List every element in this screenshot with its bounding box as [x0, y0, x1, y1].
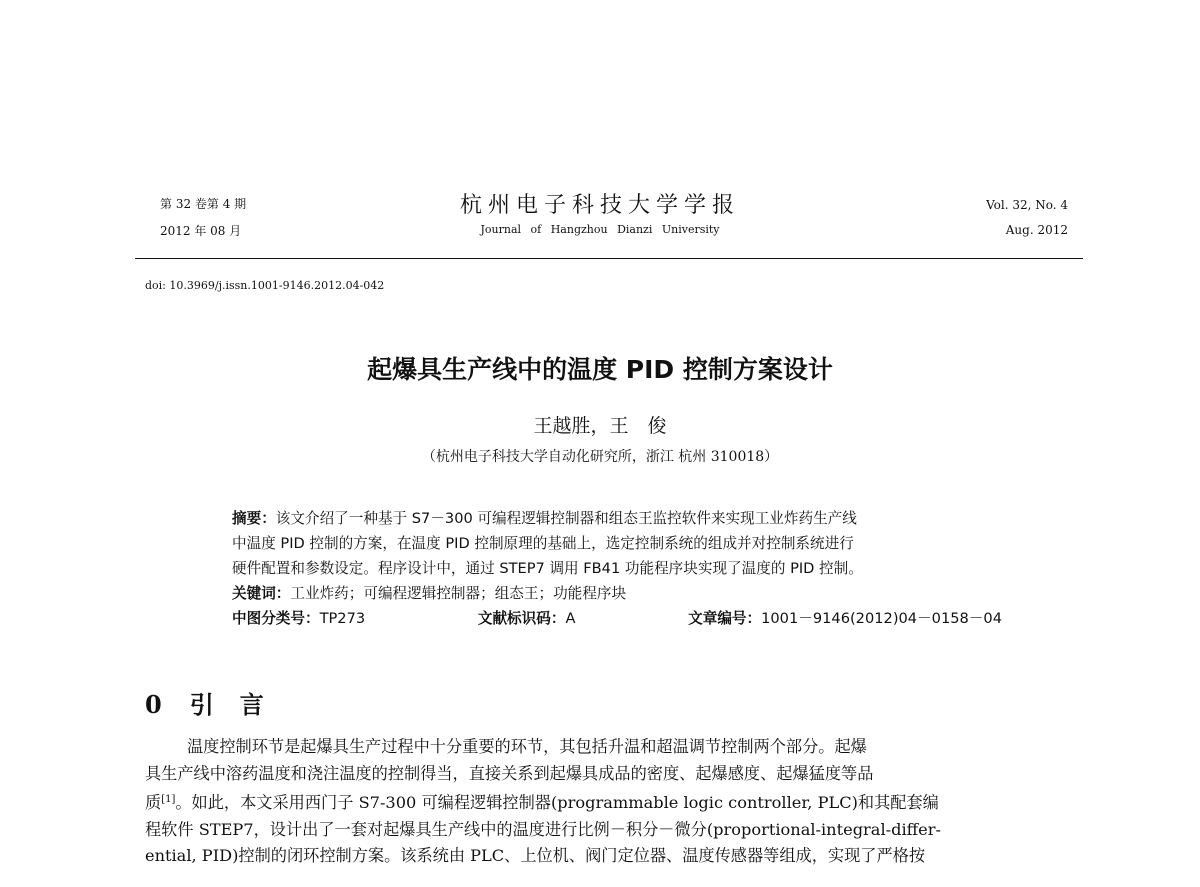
doc-code-value: A [565, 610, 576, 627]
journal-name-cn: 杭州电子科技大学学报 [459, 193, 740, 218]
paper-title: 起爆具生产线中的温度 PID 控制方案设计 [367, 355, 833, 384]
journal-date-en: Aug. 2012 [1005, 223, 1068, 237]
doc-code-label: 文献标识码： [477, 610, 566, 627]
article-no-label: 文章编号： [688, 610, 762, 627]
body-line: ential, PID)控制的闭环控制方案。该系统由 PLC、上位机、阀门定位器、温度传感器等组成，实现了严格按 [145, 846, 926, 866]
body-fragment: 。如此，本文采用西门子 S7-300 可编程逻辑控制器(programmable logic controller, PLC)和其配套编 [175, 793, 939, 813]
authors: 王越胜，王 俊 [533, 415, 667, 437]
body-line: 温度控制环节是起爆具生产过程中十分重要的环节，其包括升温和超温调节控制两个部分。起爆 [187, 737, 867, 756]
abstract-line: 硬件配置和参数设定。程序设计中，通过 STEP7 调用 FB41 功能程序块实现了温度的 PID 控制。 [232, 560, 863, 577]
abstract-line [232, 506, 1002, 531]
article-no-field [688, 606, 1002, 631]
abstract-block [232, 506, 1002, 631]
section-heading [145, 685, 290, 720]
journal-volume: 第 32 卷第 4 期 [160, 197, 247, 211]
journal-name-en: Journal of Hangzhou Dianzi University [480, 223, 720, 236]
keywords-label: 关键词： [232, 585, 291, 602]
doi: doi: 10.3969/j.issn.1001-9146.2012.04-042 [145, 279, 385, 292]
clc-value: TP273 [319, 610, 366, 627]
body-line: 具生产线中溶药温度和浇注温度的控制得当，直接关系到起爆具成品的密度、起爆感度、起爆猛度等品 [145, 763, 874, 783]
affiliation: （杭州电子科技大学自动化研究所，浙江 杭州 310018） [421, 449, 779, 465]
header-rule [135, 258, 1083, 259]
doc-code-field [478, 606, 576, 631]
abstract-label: 摘要： [232, 510, 276, 527]
keywords: 工业炸药；可编程逻辑控制器；组态王；功能程序块 [290, 585, 627, 602]
citation[interactable]: [1] [161, 794, 176, 806]
body-text [145, 734, 1080, 870]
clc-field [232, 606, 365, 631]
body-line: 程软件 STEP7，设计出了一套对起爆具生产线中的温度进行比例－积分－微分(proportional-integral-differ- [145, 819, 941, 839]
abstract-text: 该文介绍了一种基于 S7－300 可编程逻辑控制器和组态王监控软件来实现工业炸药生产线 [275, 510, 857, 527]
abstract-line: 中温度 PID 控制的方案，在温度 PID 控制原理的基础上，选定控制系统的组成并对控制系统进行 [232, 535, 854, 552]
body-fragment: 质 [145, 793, 162, 813]
clc-label: 中图分类号： [232, 610, 320, 627]
body-line [145, 787, 1080, 817]
keywords-line [232, 581, 1002, 606]
section-number: 0 [145, 690, 162, 719]
classification-row [232, 606, 1002, 631]
journal-volume-en: Vol. 32, No. 4 [986, 198, 1068, 212]
section-title: 引言 [189, 691, 290, 719]
journal-date: 2012 年 08 月 [160, 224, 242, 238]
article-no-value: 1001－9146(2012)04－0158－04 [761, 610, 1002, 627]
